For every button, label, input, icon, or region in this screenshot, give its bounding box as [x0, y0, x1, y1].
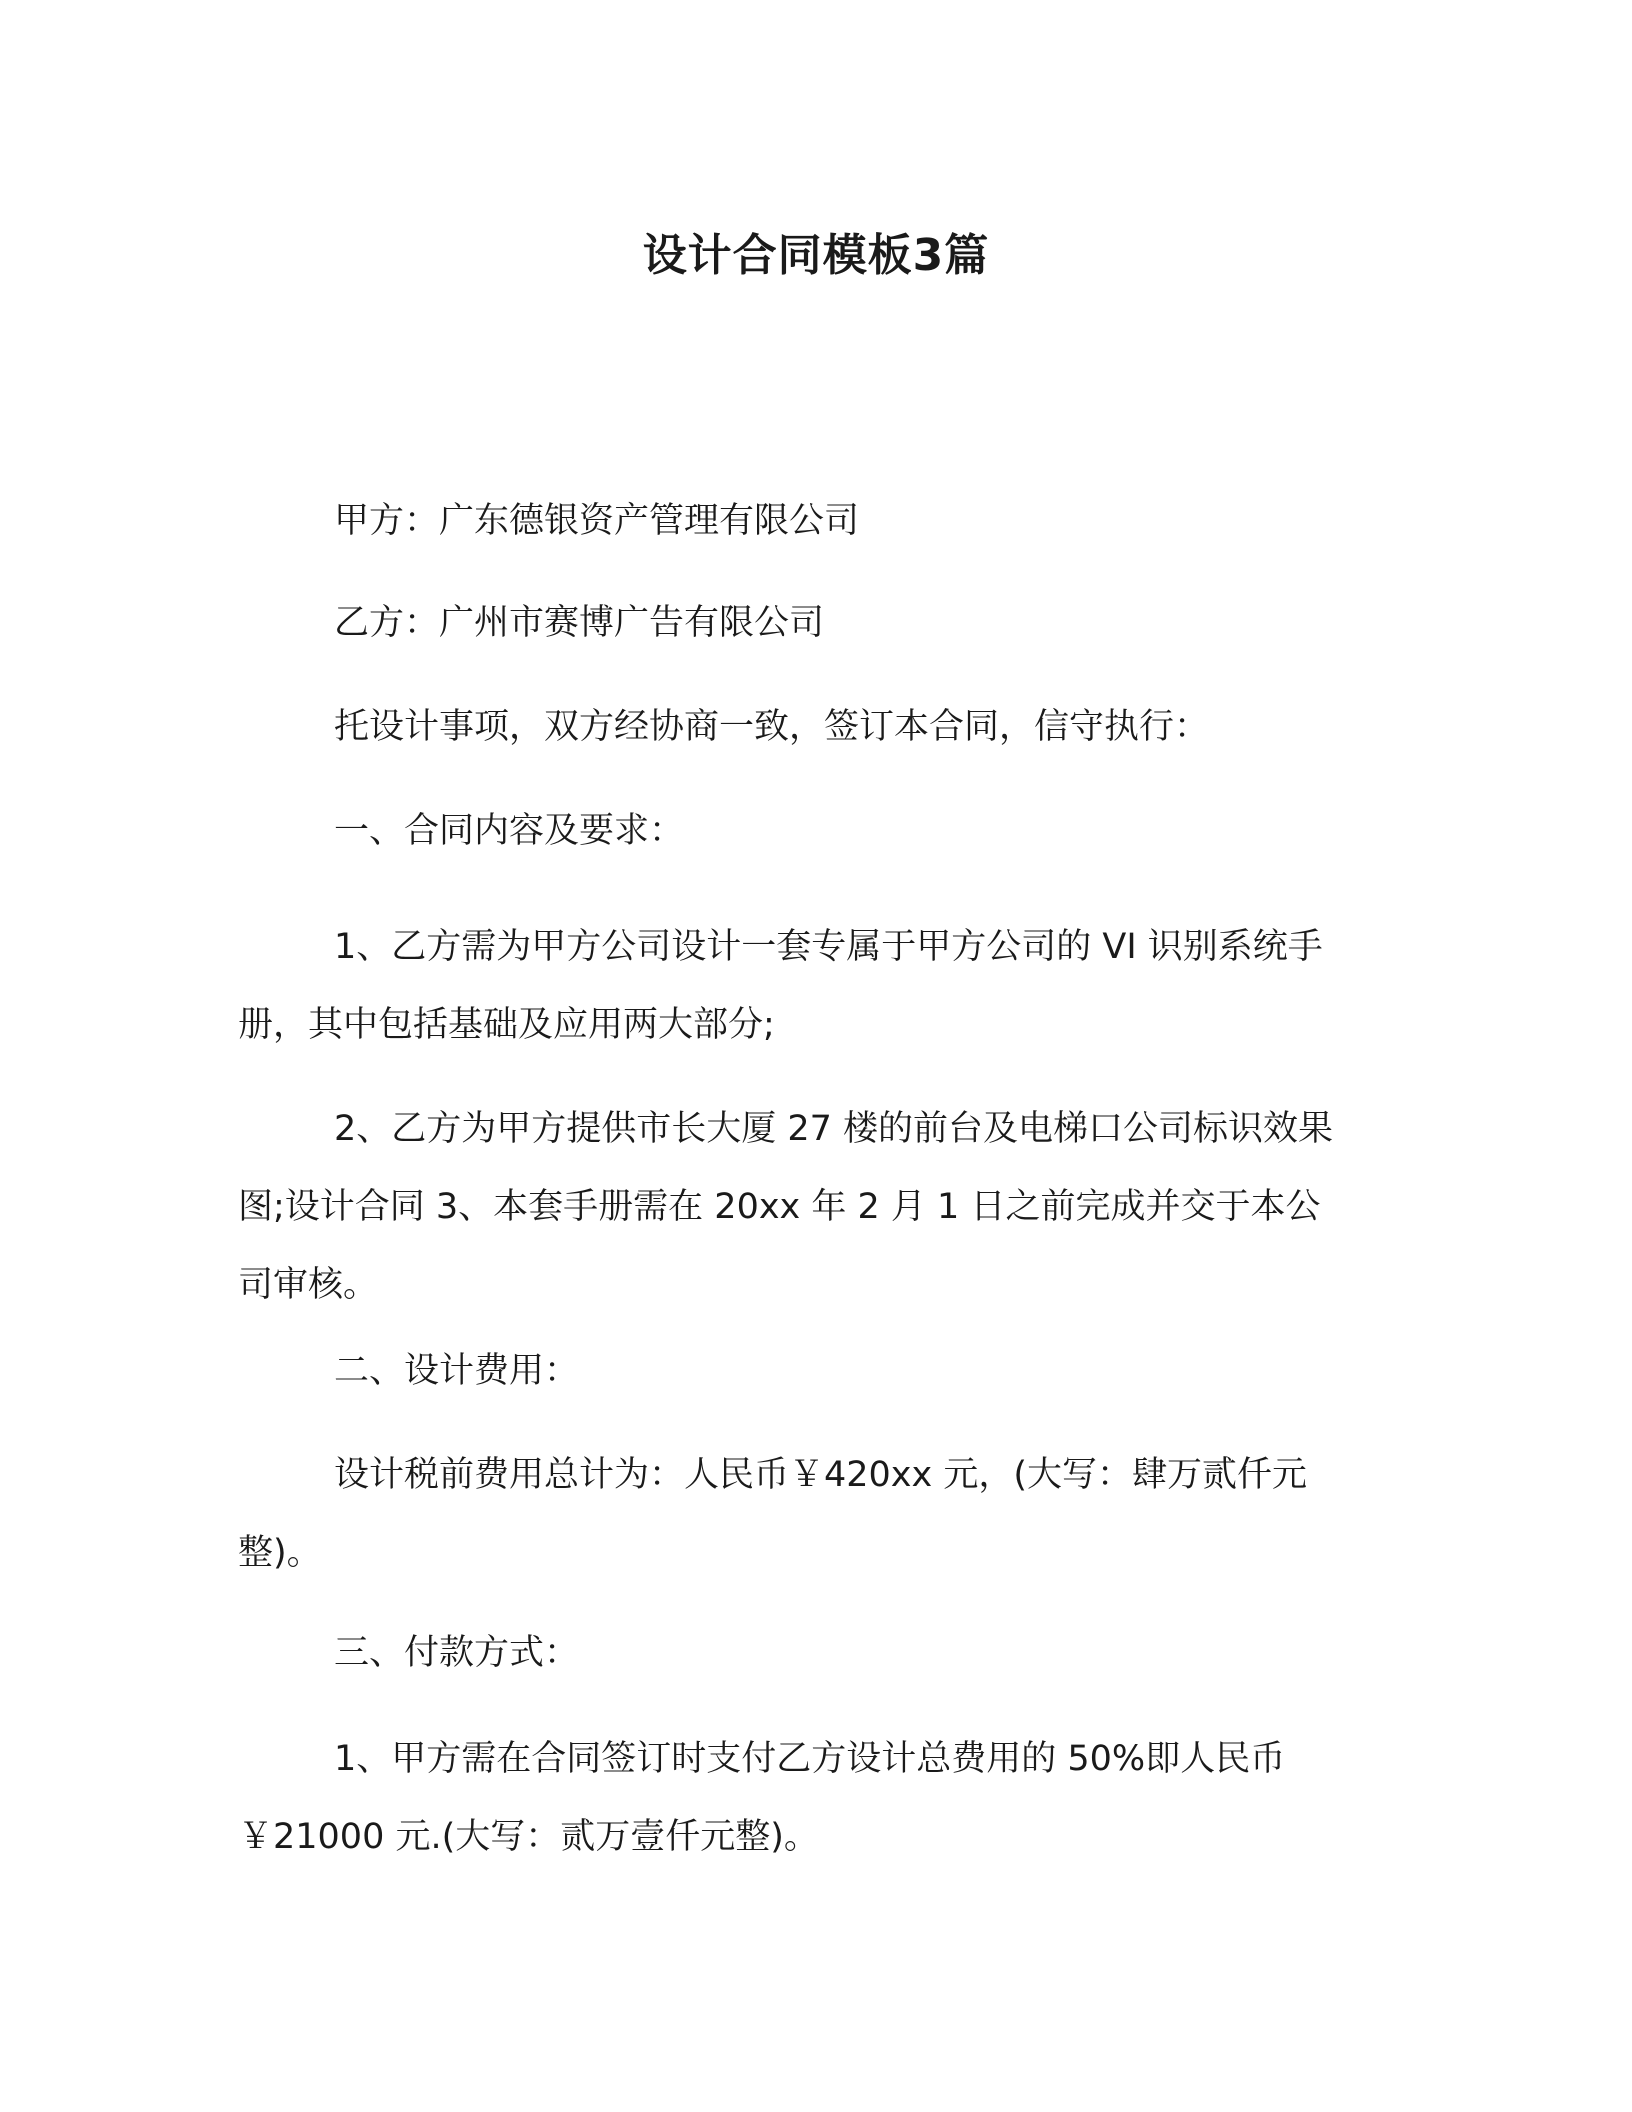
paragraph-line: 设计税前费用总计为：人民币￥420xx 元，(大写：肆万贰仟元: [334, 1455, 1308, 1495]
paragraph-payment-1: [238, 1720, 1438, 1876]
document-title: 设计合同模板3篇: [642, 230, 990, 281]
paragraph-line: 1、甲方需在合同签订时支付乙方设计总费用的 50%即人民币: [334, 1739, 1286, 1779]
paragraph-line: 托设计事项，双方经协商一致，签订本合同，信守执行：: [334, 707, 1210, 747]
paragraph-line: 1、乙方需为甲方公司设计一套专属于甲方公司的 VI 识别系统手: [334, 927, 1323, 967]
section-heading-2: [334, 1346, 579, 1396]
paragraph-line: ￥21000 元.(大写：贰万壹仟元整)。: [238, 1817, 819, 1857]
paragraph-fee: [238, 1436, 1438, 1592]
paragraph-item-2: [238, 1090, 1458, 1324]
paragraph-line: 图;设计合同 3、本套手册需在 20xx 年 2 月 1 日之前完成并交于本公: [238, 1187, 1321, 1227]
section-heading-1: [334, 806, 684, 856]
paragraph-line: 乙方：广州市赛博广告有限公司: [334, 603, 825, 643]
paragraph-line: 司审核。: [238, 1265, 379, 1305]
paragraph-line: 2、乙方为甲方提供市长大厦 27 楼的前台及电梯口公司标识效果: [334, 1109, 1334, 1149]
paragraph-intro: [334, 702, 1209, 752]
section-heading-3: [334, 1628, 579, 1678]
paragraph-line: 甲方：广东德银资产管理有限公司: [334, 501, 860, 541]
paragraph-line: 册，其中包括基础及应用两大部分;: [238, 1005, 775, 1045]
paragraph-line: 整)。: [238, 1533, 322, 1573]
paragraph-item-1: [238, 908, 1438, 1064]
paragraph-party-b: [334, 598, 824, 648]
paragraph-line: 二、设计费用：: [334, 1351, 580, 1391]
paragraph-line: 一、合同内容及要求：: [334, 811, 685, 851]
paragraph-line: 三、付款方式：: [334, 1633, 580, 1673]
paragraph-party-a: [334, 496, 859, 546]
